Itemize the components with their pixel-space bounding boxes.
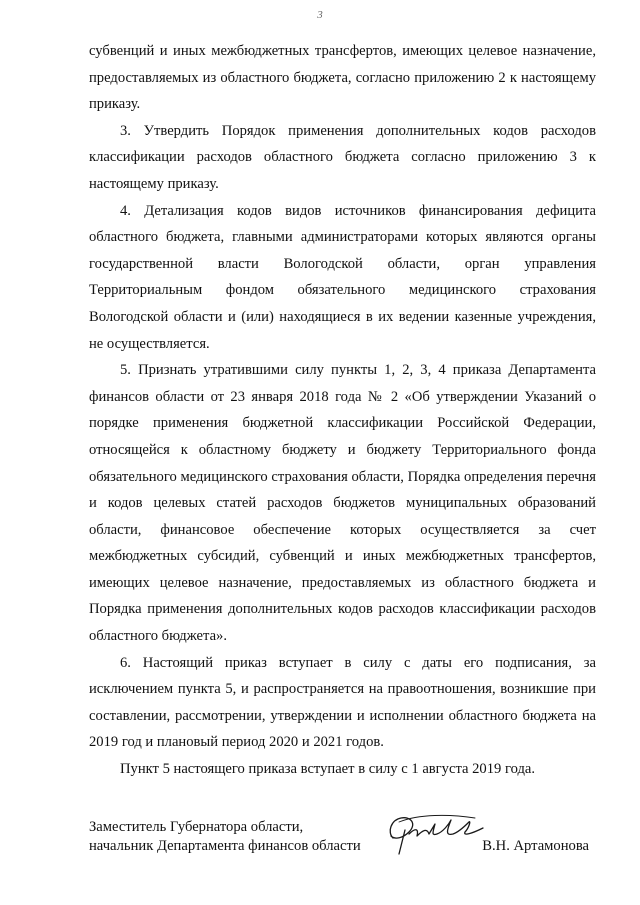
signatory-position-line-2: начальник Департамента финансов области	[89, 838, 361, 854]
signatory-name: В.Н. Артамонова	[482, 838, 589, 854]
signatory-position-line-1: Заместитель Губернатора области,	[89, 819, 304, 835]
paragraph-item-4: 4. Детализация кодов видов источников финансирования дефицита областного бюджета, главными администраторами которых являются органы государственной власти Вологодской области, орган управления Территориальным фондом обязательного медицинского страхования Вологодской области и (или) находящиеся в их ведении казенные учреждения, не осуществляется.	[89, 202, 596, 352]
paragraph-effective-date: Пункт 5 настоящего приказа вступает в силу с 1 августа 2019 года.	[120, 761, 536, 778]
handwritten-signature-icon	[379, 810, 489, 856]
page-number: 3	[317, 9, 323, 21]
paragraph-item-3: 3. Утвердить Порядок применения дополнительных кодов расходов классификации расходов областного бюджета согласно приложению 3 к настоящему приказу.	[89, 122, 596, 192]
document-body	[89, 38, 596, 783]
paragraph-item-5: 5. Признать утратившими силу пункты 1, 2, 3, 4 приказа Департамента финансов области от 23 января 2018 года № 2 «Об утверждении Указаний о порядке применения бюджетной классификации Российской Федерации, относящейся к областному бюджету и бюджету Территориального фонда обязательного медицинского страхования области, Порядка определения перечня и кодов целевых статей расходов бюджетов муниципальных образований области, финансовое обеспечение которых осуществляется за счет межбюджетных субсидий, субвенций и иных межбюджетных трансфертов, имеющих целевое назначение, предоставляемых из областного бюджета и Порядка применения дополнительных кодов расходов классификации расходов областного бюджета».	[89, 362, 596, 645]
paragraph-continuation: субвенций и иных межбюджетных трансфертов, имеющих целевое назначение, предоставляемых из областного бюджета, согласно приложению 2 к настоящему приказу.	[89, 43, 596, 113]
signature-block	[89, 818, 599, 878]
paragraph-item-6: 6. Настоящий приказ вступает в силу с даты его подписания, за исключением пункта 5, и распространяется на правоотношения, возникшие при составлении, рассмотрении, утверждении и исполнении областного бюджета на 2019 год и плановый период 2020 и 2021 годов.	[89, 654, 596, 751]
signatory-position	[89, 818, 361, 856]
